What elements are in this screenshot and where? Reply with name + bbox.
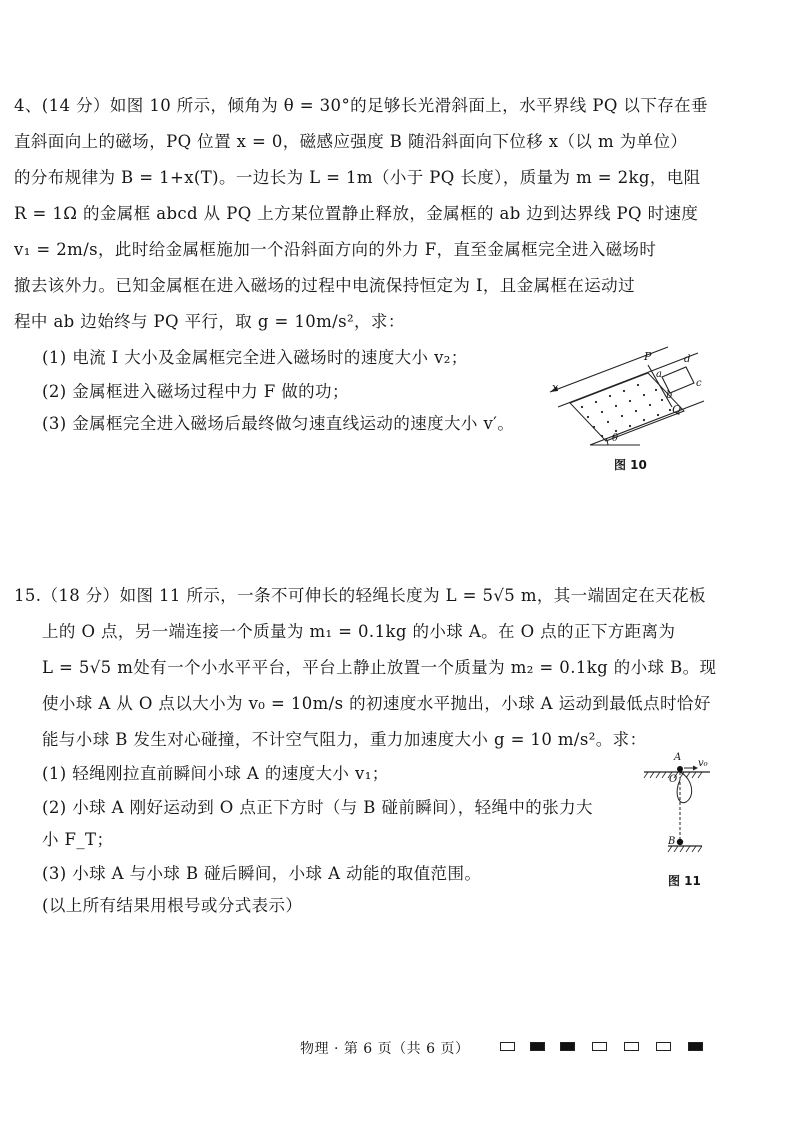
label-d: d xyxy=(684,354,691,365)
q14-line-2: 直斜面向上的磁场，PQ 位置 x = 0，磁感应强度 B 随沿斜面向下位移 x（以 m 为单位） xyxy=(14,132,688,151)
label-O: O xyxy=(669,774,678,785)
figure-11 xyxy=(640,752,720,866)
page-mark xyxy=(656,1042,671,1051)
page-mark xyxy=(500,1042,515,1051)
q14-line-4: R = 1Ω 的金属框 abcd 从 PQ 上方某位置静止释放，金属框的 ab 边到达界线 PQ 时速度 xyxy=(14,204,699,223)
label-b: b xyxy=(666,390,673,401)
page-mark xyxy=(592,1042,607,1051)
figure-11-caption: 图 11 xyxy=(668,874,701,888)
q14-subquestion-1: (1) 电流 I 大小及金属框完全进入磁场时的速度大小 v₂； xyxy=(42,348,468,367)
q14-line-3: 的分布规律为 B = 1+x(T)。一边长为 L = 1m（小于 PQ 长度），质量为 m = 2kg，电阻 xyxy=(14,168,701,187)
page-mark xyxy=(624,1042,639,1051)
q15-subquestion-2-cont: 小 F_T； xyxy=(42,830,114,849)
label-v0: v₀ xyxy=(698,758,708,769)
q14-line-7: 程中 ab 边始终与 PQ 平行，取 g = 10m/s²，求： xyxy=(14,312,405,331)
figure-10-caption: 图 10 xyxy=(614,458,647,472)
q14-subquestion-3: (3) 金属框完全进入磁场后最终做匀速直线运动的速度大小 v′。 xyxy=(42,414,515,433)
q15-line-5: 能与小球 B 发生对心碰撞，不计空气阻力，重力加速度大小 g = 10 m/s²。求： xyxy=(42,730,647,749)
q15-note: (以上所有结果用根号或分式表示） xyxy=(42,896,303,915)
q14-line-5: v₁ = 2m/s，此时给金属框施加一个沿斜面方向的外力 F，直至金属框完全进入磁场时 xyxy=(14,240,657,259)
q15-line-3: L = 5√5 m处有一个小水平平台，平台上静止放置一个质量为 m₂ = 0.1kg 的小球 B。现 xyxy=(42,658,717,677)
page-footer: 物理 · 第 6 页（共 6 页） xyxy=(300,1041,470,1057)
q15-subquestion-2: (2) 小球 A 刚好运动到 O 点正下方时（与 B 碰前瞬间），轻绳中的张力大 xyxy=(42,798,593,817)
q14-line-6: 撤去该外力。已知金属框在进入磁场的过程中电流保持恒定为 I，且金属框在运动过 xyxy=(14,276,635,295)
q15-line-4: 使小球 A 从 O 点以大小为 v₀ = 10m/s 的初速度水平抛出，小球 A 运动到最低点时恰好 xyxy=(42,694,711,713)
label-x: x xyxy=(552,381,559,394)
label-theta: θ xyxy=(612,433,619,444)
figure-10 xyxy=(548,345,723,455)
page-mark xyxy=(688,1042,703,1051)
q14-subquestion-2: (2) 金属框进入磁场过程中力 F 做的功； xyxy=(42,382,349,401)
page-mark xyxy=(530,1042,545,1051)
label-a: a xyxy=(656,369,662,380)
label-Q: Q xyxy=(672,403,682,416)
q15-subquestion-1: (1) 轻绳刚拉直前瞬间小球 A 的速度大小 v₁； xyxy=(42,764,389,783)
q15-line-2: 上的 O 点，另一端连接一个质量为 m₁ = 0.1kg 的小球 A。在 O 点的正下方距离为 xyxy=(42,622,676,641)
label-A: A xyxy=(674,752,682,763)
page-mark xyxy=(560,1042,575,1051)
label-P: P xyxy=(644,350,652,363)
q14-line-1: 4、(14 分）如图 10 所示，倾角为 θ = 30°的足够长光滑斜面上，水平界线 PQ 以下存在垂 xyxy=(14,96,708,115)
label-c: c xyxy=(696,378,702,389)
q15-line-1: 15.（18 分）如图 11 所示，一条不可伸长的轻绳长度为 L = 5√5 m，其一端固定在天花板 xyxy=(14,586,706,605)
q15-subquestion-3: (3) 小球 A 与小球 B 碰后瞬间，小球 A 动能的取值范围。 xyxy=(42,864,482,883)
label-B: B xyxy=(668,836,676,847)
